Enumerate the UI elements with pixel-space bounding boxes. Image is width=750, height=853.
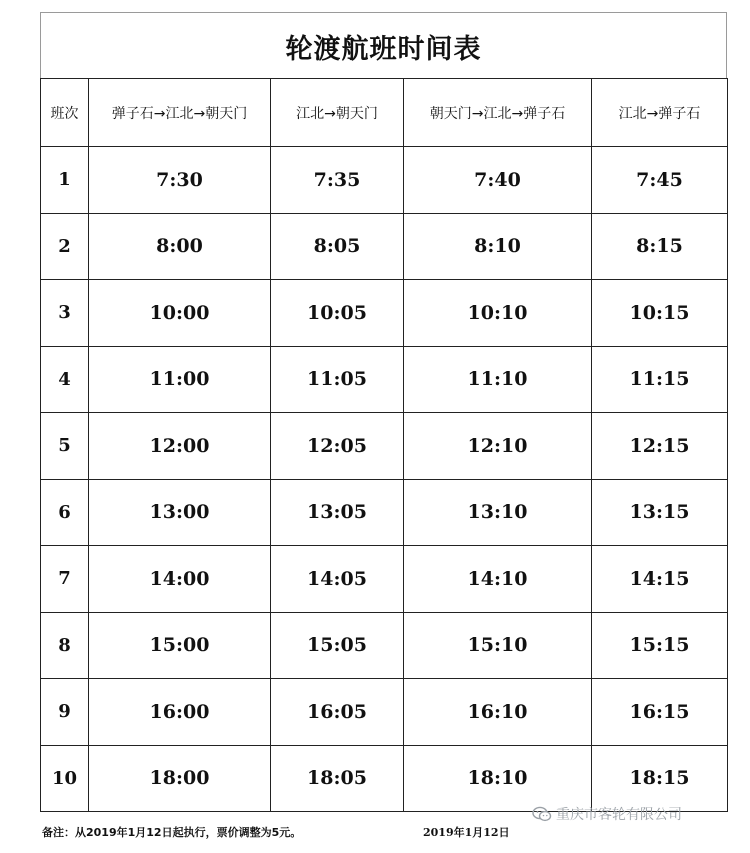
trip-number-cell: 9 bbox=[41, 679, 89, 746]
watermark bbox=[532, 804, 682, 824]
time-cell: 7:45 bbox=[592, 147, 728, 214]
time-cell: 13:05 bbox=[271, 479, 404, 546]
table-row bbox=[41, 612, 728, 679]
time-cell: 18:05 bbox=[271, 745, 404, 812]
trip-number-cell: 7 bbox=[41, 546, 89, 613]
time-cell: 15:05 bbox=[271, 612, 404, 679]
time-cell: 12:05 bbox=[271, 413, 404, 480]
table-row bbox=[41, 280, 728, 347]
time-cell: 14:15 bbox=[592, 546, 728, 613]
table-row bbox=[41, 679, 728, 746]
time-cell: 16:10 bbox=[404, 679, 592, 746]
time-cell: 14:05 bbox=[271, 546, 404, 613]
trip-number-cell: 3 bbox=[41, 280, 89, 347]
time-cell: 16:15 bbox=[592, 679, 728, 746]
time-cell: 13:10 bbox=[404, 479, 592, 546]
table-row bbox=[41, 346, 728, 413]
time-cell: 8:10 bbox=[404, 213, 592, 280]
time-cell: 15:00 bbox=[89, 612, 271, 679]
trip-number-cell: 10 bbox=[41, 745, 89, 812]
time-cell: 8:15 bbox=[592, 213, 728, 280]
watermark-text: 重庆市客轮有限公司 bbox=[556, 807, 682, 823]
schedule-sheet bbox=[40, 0, 727, 853]
time-cell: 7:30 bbox=[89, 147, 271, 214]
time-cell: 10:00 bbox=[89, 280, 271, 347]
time-cell: 15:10 bbox=[404, 612, 592, 679]
time-cell: 13:00 bbox=[89, 479, 271, 546]
header-cell: 江北→朝天门 bbox=[271, 79, 404, 147]
time-cell: 7:40 bbox=[404, 147, 592, 214]
time-cell: 10:10 bbox=[404, 280, 592, 347]
time-cell: 14:10 bbox=[404, 546, 592, 613]
trip-number-cell: 5 bbox=[41, 413, 89, 480]
time-cell: 18:10 bbox=[404, 745, 592, 812]
schedule-table bbox=[40, 78, 728, 812]
time-cell: 14:00 bbox=[89, 546, 271, 613]
page-title: 轮渡航班时间表 bbox=[285, 33, 482, 65]
header-cell: 江北→弹子石 bbox=[592, 79, 728, 147]
time-cell: 7:35 bbox=[271, 147, 404, 214]
time-cell: 11:10 bbox=[404, 346, 592, 413]
time-cell: 11:00 bbox=[89, 346, 271, 413]
time-cell: 18:00 bbox=[89, 745, 271, 812]
wechat-icon bbox=[532, 806, 552, 822]
time-cell: 13:15 bbox=[592, 479, 728, 546]
footer-note: 备注：从2019年1月12日起执行，票价调整为5元。 bbox=[42, 826, 302, 839]
table-row bbox=[41, 479, 728, 546]
time-cell: 10:15 bbox=[592, 280, 728, 347]
trip-number-cell: 4 bbox=[41, 346, 89, 413]
footer-date: 2019年1月12日 bbox=[423, 826, 510, 839]
trip-number-cell: 8 bbox=[41, 612, 89, 679]
header-cell: 弹子石→江北→朝天门 bbox=[89, 79, 271, 147]
time-cell: 11:15 bbox=[592, 346, 728, 413]
table-row bbox=[41, 413, 728, 480]
trip-number-cell: 2 bbox=[41, 213, 89, 280]
table-row bbox=[41, 745, 728, 812]
table-row bbox=[41, 147, 728, 214]
time-cell: 8:00 bbox=[89, 213, 271, 280]
header-row bbox=[41, 79, 728, 147]
time-cell: 16:00 bbox=[89, 679, 271, 746]
table-row bbox=[41, 213, 728, 280]
time-cell: 12:00 bbox=[89, 413, 271, 480]
time-cell: 12:15 bbox=[592, 413, 728, 480]
time-cell: 12:10 bbox=[404, 413, 592, 480]
time-cell: 10:05 bbox=[271, 280, 404, 347]
header-cell: 朝天门→江北→弹子石 bbox=[404, 79, 592, 147]
time-cell: 18:15 bbox=[592, 745, 728, 812]
header-cell: 班次 bbox=[41, 79, 89, 147]
table-row bbox=[41, 546, 728, 613]
time-cell: 11:05 bbox=[271, 346, 404, 413]
time-cell: 8:05 bbox=[271, 213, 404, 280]
trip-number-cell: 1 bbox=[41, 147, 89, 214]
trip-number-cell: 6 bbox=[41, 479, 89, 546]
title-box bbox=[40, 12, 727, 79]
time-cell: 16:05 bbox=[271, 679, 404, 746]
time-cell: 15:15 bbox=[592, 612, 728, 679]
